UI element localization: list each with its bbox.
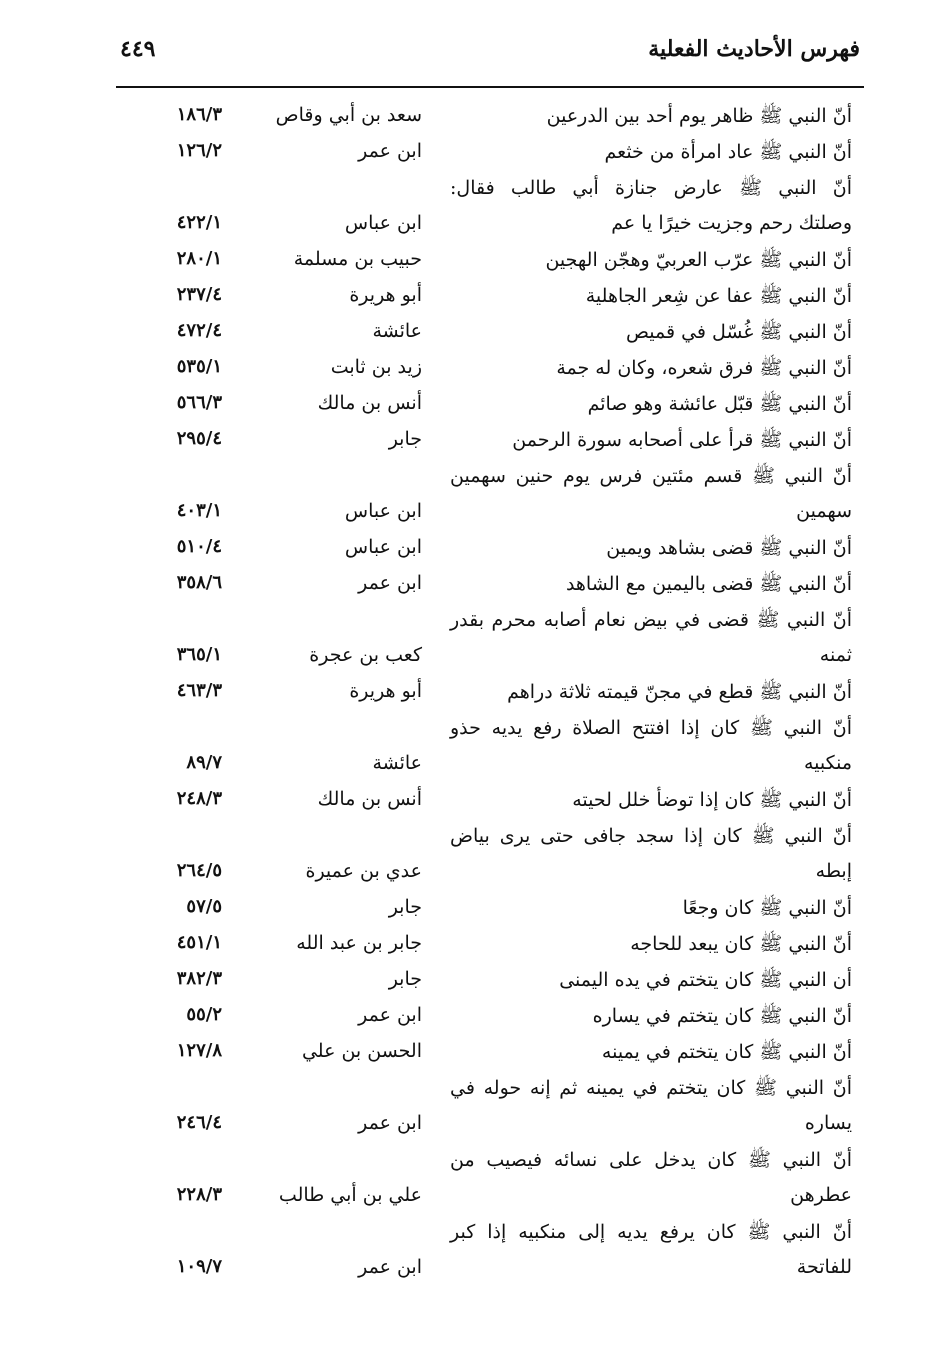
hadith-text: أنّ النبي ﷺ قرأ على أصحابه سورة الرحمن — [512, 429, 852, 451]
index-line — [0, 928, 934, 964]
narrator-name: ابن عباس — [344, 536, 422, 558]
hadith-text: أنّ النبي ﷺ كان يبعد للحاجه — [630, 933, 852, 955]
hadith-text: سهمين — [796, 500, 852, 522]
narrator-name: حبيب بن مسلمة — [293, 248, 422, 270]
hadith-text: أن النبي ﷺ كان يتختم في يده اليمنى — [559, 969, 852, 991]
hadith-text: أنّ النبي ﷺ قضى باليمين مع الشاهد — [565, 573, 852, 595]
hadith-text: يساره — [804, 1112, 852, 1134]
narrator-name: ابن عمر — [358, 140, 422, 162]
volume-page-reference: ١٢٦/٢ — [176, 140, 222, 161]
volume-page-reference: ٨٩/٧ — [186, 752, 222, 773]
volume-page-reference: ٣٦٥/١ — [176, 644, 222, 665]
hadith-text: أنّ النبي ﷺ عارض جنازة أبي طالب فقال: — [450, 177, 852, 199]
volume-page-reference: ١٠٩/٧ — [176, 1256, 222, 1277]
hadith-text: أنّ النبي ﷺ قضى بشاهد ويمين — [606, 537, 852, 559]
volume-page-reference: ٣٥٨/٦ — [176, 572, 222, 593]
narrator-name: جابر — [388, 896, 422, 918]
narrator-name: ابن عباس — [344, 212, 422, 234]
narrator-name: الحسن بن علي — [301, 1040, 422, 1062]
header-divider — [116, 86, 864, 88]
index-line — [0, 856, 934, 892]
hadith-text: أنّ النبي ﷺ كان إذا سجد جافى حتى يرى بياض — [450, 825, 852, 847]
hadith-text: أنّ النبي ﷺ غُسّل في قميص — [625, 321, 852, 343]
index-line — [0, 964, 934, 1000]
volume-page-reference: ٥٣٥/١ — [176, 356, 222, 377]
narrator-name: سعد بن أبي وقاص — [275, 104, 422, 126]
hadith-text: أنّ النبي ﷺ عرّب العربيّ وهجّن الهجين — [545, 249, 852, 271]
index-line — [0, 568, 934, 604]
hadith-text: أنّ النبي ﷺ قطع في مجنّ قيمته ثلاثة دراهم — [507, 681, 852, 703]
index-line — [0, 136, 934, 172]
hadith-text: أنّ النبي ﷺ كان إذا افتتح الصلاة رفع يديه حذو — [450, 717, 852, 739]
index-line — [0, 820, 934, 856]
hadith-text: أنّ النبي ﷺ قضى في بيض نعام أصابه محرم بقدر — [450, 609, 852, 631]
narrator-name: أبو هريرة — [349, 284, 422, 306]
narrator-name: زيد بن ثابت — [330, 356, 422, 378]
narrator-name: جابر — [388, 428, 422, 450]
index-line — [0, 100, 934, 136]
narrator-name: جابر — [388, 968, 422, 990]
narrator-name: كعب بن عجرة — [309, 644, 422, 666]
volume-page-reference: ٢٣٧/٤ — [176, 284, 222, 305]
index-line — [0, 1000, 934, 1036]
hadith-text: أنّ النبي ﷺ كان يتختم في يمينه — [601, 1041, 852, 1063]
volume-page-reference: ٢٢٨/٣ — [176, 1184, 222, 1205]
index-line — [0, 1252, 934, 1288]
hadith-text: عطرهن — [790, 1184, 852, 1206]
hadith-text: أنّ النبي ﷺ ظاهر يوم أحد بين الدرعين — [546, 105, 852, 127]
hadith-text: أنّ النبي ﷺ كان يدخل على نسائه فيصيب من — [450, 1149, 852, 1171]
volume-page-reference: ٥١٠/٤ — [176, 536, 222, 557]
index-line — [0, 496, 934, 532]
volume-page-reference: ١٢٧/٨ — [176, 1040, 222, 1061]
index-line — [0, 712, 934, 748]
volume-page-reference: ٢٦٤/٥ — [176, 860, 222, 881]
hadith-text: إبطه — [815, 860, 852, 882]
index-title: فهرس الأحاديث الفعلية — [648, 36, 860, 62]
narrator-name: أنس بن مالك — [317, 788, 422, 810]
narrator-name: عدي بن عميرة — [305, 860, 422, 882]
index-line — [0, 1144, 934, 1180]
narrator-name: جابر بن عبد الله — [296, 932, 422, 954]
volume-page-reference: ٤٦٣/٣ — [176, 680, 222, 701]
hadith-text: أنّ النبي ﷺ كان يرفع يديه إلى منكبيه إذا كبر — [450, 1221, 852, 1243]
hadith-text: أنّ النبي ﷺ كان إذا توضأ خلل لحيته — [572, 789, 852, 811]
hadith-index-list — [0, 100, 934, 1288]
hadith-text: للفاتحة — [796, 1256, 852, 1278]
page-header — [120, 36, 860, 76]
volume-page-reference: ٤٢٢/١ — [176, 212, 222, 233]
hadith-text: أنّ النبي ﷺ فرق شعره، وكان له جمة — [556, 357, 852, 379]
volume-page-reference: ٤٥١/١ — [176, 932, 222, 953]
volume-page-reference: ٢٨٠/١ — [176, 248, 222, 269]
index-line — [0, 388, 934, 424]
index-line — [0, 604, 934, 640]
index-line — [0, 316, 934, 352]
index-line — [0, 1180, 934, 1216]
index-line — [0, 172, 934, 208]
narrator-name: عائشة — [372, 320, 422, 342]
volume-page-reference: ٢٤٨/٣ — [176, 788, 222, 809]
volume-page-reference: ٥٧/٥ — [186, 896, 222, 917]
narrator-name: ابن عمر — [358, 1256, 422, 1278]
narrator-name: ابن عمر — [358, 1112, 422, 1134]
index-line — [0, 424, 934, 460]
hadith-text: أنّ النبي ﷺ قسم مئتين فرس يوم حنين سهمين — [450, 465, 852, 487]
index-line — [0, 1036, 934, 1072]
index-line — [0, 1216, 934, 1252]
index-line — [0, 208, 934, 244]
index-line — [0, 460, 934, 496]
index-line — [0, 352, 934, 388]
index-line — [0, 748, 934, 784]
index-line — [0, 244, 934, 280]
volume-page-reference: ٢٩٥/٤ — [176, 428, 222, 449]
narrator-name: ابن عباس — [344, 500, 422, 522]
index-line — [0, 1072, 934, 1108]
hadith-text: أنّ النبي ﷺ كان يتختم في يساره — [592, 1005, 852, 1027]
volume-page-reference: ٤٠٣/١ — [176, 500, 222, 521]
index-line — [0, 892, 934, 928]
volume-page-reference: ٢٤٦/٤ — [176, 1112, 222, 1133]
narrator-name: ابن عمر — [358, 572, 422, 594]
page-number: ٤٤٩ — [120, 36, 156, 62]
hadith-text: أنّ النبي ﷺ قبّل عائشة وهو صائم — [587, 393, 852, 415]
index-line — [0, 532, 934, 568]
narrator-name: أبو هريرة — [349, 680, 422, 702]
volume-page-reference: ٤٧٢/٤ — [176, 320, 222, 341]
volume-page-reference: ٥٦٦/٣ — [176, 392, 222, 413]
narrator-name: أنس بن مالك — [317, 392, 422, 414]
narrator-name: علي بن أبي طالب — [278, 1184, 422, 1206]
hadith-text: أنّ النبي ﷺ عفا عن شِعر الجاهلية — [585, 285, 852, 307]
index-line — [0, 676, 934, 712]
hadith-text: وصلتك رحم وجزيت خيرًا يا عم — [611, 212, 852, 234]
hadith-text: أنّ النبي ﷺ عاد امرأة من خثعم — [604, 141, 852, 163]
index-line — [0, 640, 934, 676]
index-line — [0, 784, 934, 820]
volume-page-reference: ٥٥/٢ — [186, 1004, 222, 1025]
hadith-text: أنّ النبي ﷺ كان يتختم في يمينه ثم إنه حوله في — [450, 1077, 852, 1099]
index-line — [0, 280, 934, 316]
volume-page-reference: ٣٨٢/٣ — [176, 968, 222, 989]
narrator-name: ابن عمر — [358, 1004, 422, 1026]
index-line — [0, 1108, 934, 1144]
hadith-text: أنّ النبي ﷺ كان وجعًا — [682, 897, 852, 919]
narrator-name: عائشة — [372, 752, 422, 774]
hadith-text: ثمنه — [819, 644, 852, 666]
volume-page-reference: ١٨٦/٣ — [176, 104, 222, 125]
hadith-text: منكبيه — [803, 752, 852, 774]
